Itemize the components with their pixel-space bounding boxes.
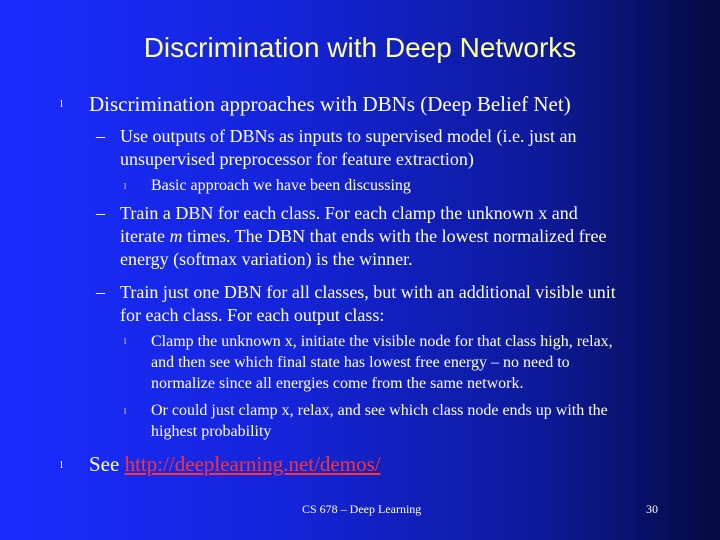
bullet-icon: l xyxy=(60,459,64,471)
dash-icon: – xyxy=(96,126,105,146)
slide-title: Discrimination with Deep Networks xyxy=(143,32,577,63)
dash-icon: – xyxy=(96,203,105,223)
sub-bullet-text: Train a DBN for each class. For each clamp the unknown x and iterate m times. The DBN that ends with the lowest normalized free energy (softmax variation) is the winner. xyxy=(120,203,607,269)
sub-bullet-text: Use outputs of DBNs as inputs to supervised model (i.e. just an unsupervised preprocessor for feature extraction) xyxy=(120,126,577,169)
sub-bullet-text: Train just one DBN for all classes, but with an additional visible unit for each class. For each output class: xyxy=(120,282,616,325)
sub-sub-bullet-text: Clamp the unknown x, initiate the visible node for that class high, relax, and then see which final state has lowest free energy – no need to normalize since all energies come from the same network. xyxy=(151,333,613,392)
dash-icon: – xyxy=(96,282,105,302)
demos-link[interactable]: http://deeplearning.net/demos/ xyxy=(124,452,381,476)
footer-course: CS 678 – Deep Learning xyxy=(302,502,422,516)
sub-sub-bullet-icon: l xyxy=(124,407,127,416)
bullet-text: See http://deeplearning.net/demos/ xyxy=(89,452,381,476)
sub-sub-bullet-text: Basic approach we have been discussing xyxy=(151,177,411,194)
slide-number: 30 xyxy=(646,502,658,516)
sub-sub-bullet-icon: l xyxy=(124,182,127,191)
bullet-icon: l xyxy=(60,98,64,110)
sub-sub-bullet-icon: l xyxy=(124,337,127,346)
bullet-text: Discrimination approaches with DBNs (Deep Belief Net) xyxy=(89,92,571,116)
sub-sub-bullet-text: Or could just clamp x, relax, and see which class node ends up with the highest probability xyxy=(151,402,608,440)
